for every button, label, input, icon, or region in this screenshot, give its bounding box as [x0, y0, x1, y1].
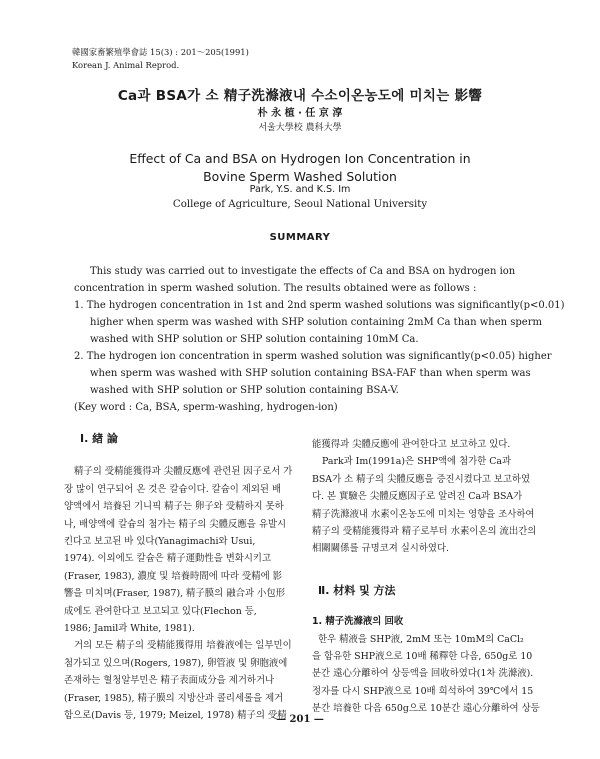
body-line: Park과 Im(1991a)은 SHP액에 첨가한 Ca과 [322, 456, 512, 468]
right-column [312, 436, 552, 718]
summary-line: concentration in sperm washed solution. The results obtained were as follows : [74, 283, 477, 294]
body-line: BSA가 소 精子의 尖體反應을 증진시켰다고 보고하였 [312, 473, 531, 485]
section-heading-introduction: Ⅰ. 緖 論 [80, 432, 118, 445]
body-line: 精子의 受精能獲得과 精子로부터 水素이온의 流出간의 [312, 526, 537, 538]
summary-line: washed with SHP solution or SHP solution containing 10mM Ca. [90, 334, 419, 345]
journal-citation-en: Korean J. Animal Reprod. [72, 60, 180, 70]
body-line: 을 함유한 SHP液으로 10배 稀釋한 다음, 650g로 10 [312, 651, 533, 663]
body-line: 양액에서 培養된 기니픽 精子는 卵子와 受精하지 못하 [64, 501, 284, 513]
body-line: (Fraser, 1983), 濃度 및 培養時間에 따라 受精에 影 [64, 570, 283, 582]
body-line: 장 많이 연구되어 온 것은 칼슘이다. 칼슘이 제외된 배 [64, 483, 282, 495]
body-line: 能獲得과 尖體反應에 관여한다고 보고하고 있다. [312, 439, 511, 450]
body-line: 成에도 관여한다고 보고되고 있다(Flechon 등, [64, 605, 257, 617]
body-line: 響을 미치며(Fraser, 1987), 精子膜의 融合과 小包形 [64, 588, 286, 600]
page-number: — 201 — [276, 714, 324, 725]
authors-korean: 朴 永 植 · 任 京 淳 [257, 108, 343, 119]
body-line: (Fraser, 1985), 精子膜의 지방산과 콜리세롤을 제거 [64, 692, 284, 704]
body-line: 相關關係를 규명코져 실시하였다. [312, 543, 450, 555]
body-line: 정자를 다시 SHP液으로 10배 희석하여 39℃에서 15 [312, 685, 534, 697]
body-line: 1974). 이외에도 칼슘은 精子運動性을 변화시키고 [64, 553, 272, 565]
affiliation-english: College of Agriculture, Seoul National University [172, 199, 428, 210]
summary-item-2: 2. The hydrogen ion concentration in sperm washed solution was significantly(p<0.05) higher [74, 351, 552, 362]
body-line: 精子의 受精能獲得과 尖體反應에 관련된 因子로서 가 [74, 466, 293, 478]
journal-citation-ko: 韓國家畜繁殖學會誌 15(3) : 201～205(1991) [72, 47, 249, 57]
body-line: 精子洗滌液내 水素이온농도에 미치는 영향을 조사하여 [312, 508, 535, 520]
body-line: 한우 精液을 SHP液, 2mM 또는 10mM의 CaCl₂ [318, 633, 524, 645]
title-korean: Ca과 BSA가 소 精子洗滌液내 수소이온농도에 미치는 影響 [117, 88, 483, 104]
body-line: 분간 培養한 다음 650g으로 10분간 遠心分離하여 상등 [312, 703, 540, 715]
journal-citation [72, 46, 249, 72]
keywords: (Key word : Ca, BSA, sperm-washing, hydrogen-ion) [74, 402, 338, 413]
affiliation-korean: 서울大學校 農科大學 [258, 123, 342, 133]
body-line: 1986; Jamil과 White, 1981). [64, 623, 195, 635]
summary-line: higher when sperm was washed with SHP solution containing 2mM Ca than when sperm [90, 317, 542, 328]
subsection-heading: 1. 精子洗滌液의 回收 [312, 616, 404, 628]
title-english-line: Effect of Ca and BSA on Hydrogen Ion Concentration in [129, 151, 471, 166]
body-line: 킨다고 보고된 바 있다(Yanagimachi와 Usui, [64, 536, 256, 548]
left-column [64, 430, 304, 725]
body-line: 거의 모든 精子의 受精能獲得用 培養液에는 일부민이 [74, 640, 292, 652]
title-english [0, 150, 600, 186]
body-line: 나, 배양액에 칼슘의 첨가는 精子의 尖體反應을 유발시 [64, 518, 287, 530]
summary-body [74, 263, 565, 416]
summary-line: when sperm was washed with SHP solution containing BSA-FAF than when sperm was [90, 368, 531, 379]
summary-line: washed with SHP solution or SHP solution containing BSA-V. [90, 385, 399, 396]
body-line: 존재하는 혈청알부민은 精子表面成分을 제거하거나 [64, 675, 275, 687]
summary-heading: SUMMARY [269, 232, 331, 243]
authors-english: Park, Y.S. and K.S. Im [249, 184, 351, 195]
body-line: 분간 遠心分離하여 상등액을 回收하였다(1차 洗滌液). [312, 668, 534, 680]
section-heading-methods: Ⅱ. 材料 및 方法 [318, 583, 396, 597]
title-english-line: Bovine Sperm Washed Solution [203, 169, 397, 184]
body-line: 함으로(Davis 등, 1979; Meizel, 1978) 精子의 受精 [64, 710, 287, 722]
summary-item-1: 1. The hydrogen concentration in 1st and 2nd sperm washed solutions was significantly(p<0.01) [74, 300, 565, 311]
body-line: 첨가되고 있으며(Rogers, 1987), 卵管液 및 卵胞液에 [64, 657, 288, 669]
body-line: 다. 본 實驗은 尖體反應因子로 알려진 Ca과 BSA가 [312, 491, 523, 503]
summary-line: This study was carried out to investigate the effects of Ca and BSA on hydrogen ion [90, 266, 516, 277]
